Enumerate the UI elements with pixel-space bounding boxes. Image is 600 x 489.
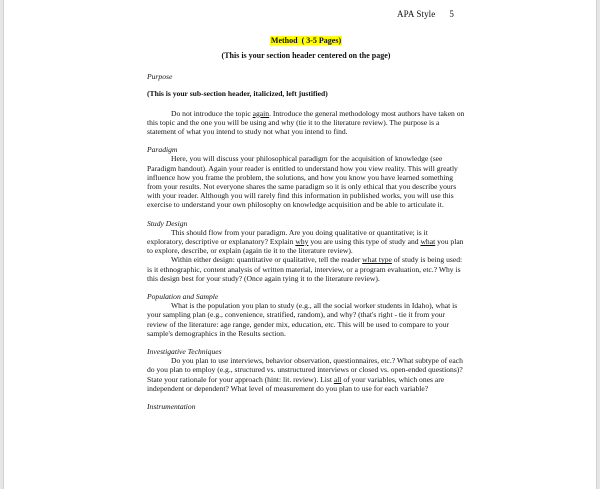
investigative-text-b: of your variables, which ones are independent or dependent? What level of measurement do you plan to use for each variable? bbox=[147, 374, 445, 393]
paradigm-heading: Paradigm bbox=[147, 145, 178, 155]
population-paragraph: What is the population you plan to study (e.g., all the social worker students in Idaho), what is your sampling plan (e.g., convenience, stratified, random), and why? (that's right - tie it from your review of the literature: age range, gender mix, education, etc. This will be used to compare to your sample's demographics in the Results section. bbox=[147, 301, 458, 338]
study-design-text-c: you plan to explore, describe, or explain (again tie it to the literature review). bbox=[147, 237, 464, 256]
investigative-underline-all: all bbox=[333, 374, 342, 384]
document-page bbox=[3, 0, 597, 489]
method-title-hint: ( 3-5 Pages) bbox=[301, 36, 342, 45]
method-title-text: Method bbox=[270, 36, 298, 45]
study-design-text-a: This should flow from your paradigm. Are you doing qualitative or quantitative; is it exploratory, descriptive or explanatory? Explain bbox=[147, 227, 428, 247]
purpose-underline: again bbox=[252, 108, 270, 118]
running-head bbox=[397, 9, 454, 19]
page-number: 5 bbox=[449, 9, 454, 19]
method-title bbox=[147, 36, 465, 46]
population-heading: Population and Sample bbox=[147, 292, 219, 302]
study-design-underline-what-type: what type bbox=[362, 255, 392, 265]
purpose-paragraph bbox=[147, 109, 465, 137]
document-body bbox=[147, 36, 465, 411]
study-design-text-b: you are using this type of study and bbox=[308, 237, 421, 247]
study-design-paragraph-1 bbox=[147, 228, 465, 256]
instrumentation-heading: Instrumentation bbox=[147, 402, 196, 412]
study-design-text-e: of study is being used: is it ethnographic, content analysis of written material, interview, or a program evaluation, etc.? Why is this design best for your study? (Once again tying it to the literature review). bbox=[147, 255, 463, 283]
running-head-title: APA Style bbox=[397, 9, 436, 19]
investigative-paragraph bbox=[147, 356, 465, 393]
study-design-heading: Study Design bbox=[147, 218, 188, 228]
investigative-heading: Investigative Techniques bbox=[147, 347, 222, 357]
subsection-header-note: (This is your sub-section header, italicized, left justified) bbox=[147, 89, 328, 99]
study-design-underline-why: why bbox=[295, 237, 309, 247]
study-design-paragraph-2 bbox=[147, 255, 465, 283]
method-title-highlight bbox=[270, 36, 342, 45]
study-design-underline-what: what bbox=[420, 237, 436, 247]
purpose-text-b: . Introduce the general methodology most authors have taken on this topic and the one you will be using and why (tie it to the literature review). The purpose is a statement of what you intend to study not what you intend to find. bbox=[147, 108, 465, 137]
study-design-text-d: Within either design: quantitative or qualitative, tell the reader bbox=[171, 255, 363, 265]
purpose-text-a: Do not introduce the topic bbox=[171, 108, 253, 118]
paradigm-paragraph: Here, you will discuss your philosophical paradigm for the acquisition of knowledge (see Paradigm handout). Again your reader is entitled to understand how you view reality. This will greatly influence how you frame the problem, the solutions, and how you know you have learned something from your results. Not everyone shares the same paradigm so it is only ethical that you describe yours with your reader. Although you will rarely find this information in published works, you will use this exercise to understand your own philosophy on knowledge acquisition and be able to articulate it. bbox=[147, 154, 458, 210]
investigative-text-a: Do you plan to use interviews, behavior observation, questionnaires, etc.? What subtype of each do you plan to employ (e.g., structured vs. unstructured interviews or closed vs. open-ended questions)? State your rationale for your approach (hint: lit. review). List bbox=[147, 356, 463, 384]
section-header-note: (This is your section header centered on the page) bbox=[221, 51, 391, 60]
purpose-heading: Purpose bbox=[147, 72, 173, 82]
